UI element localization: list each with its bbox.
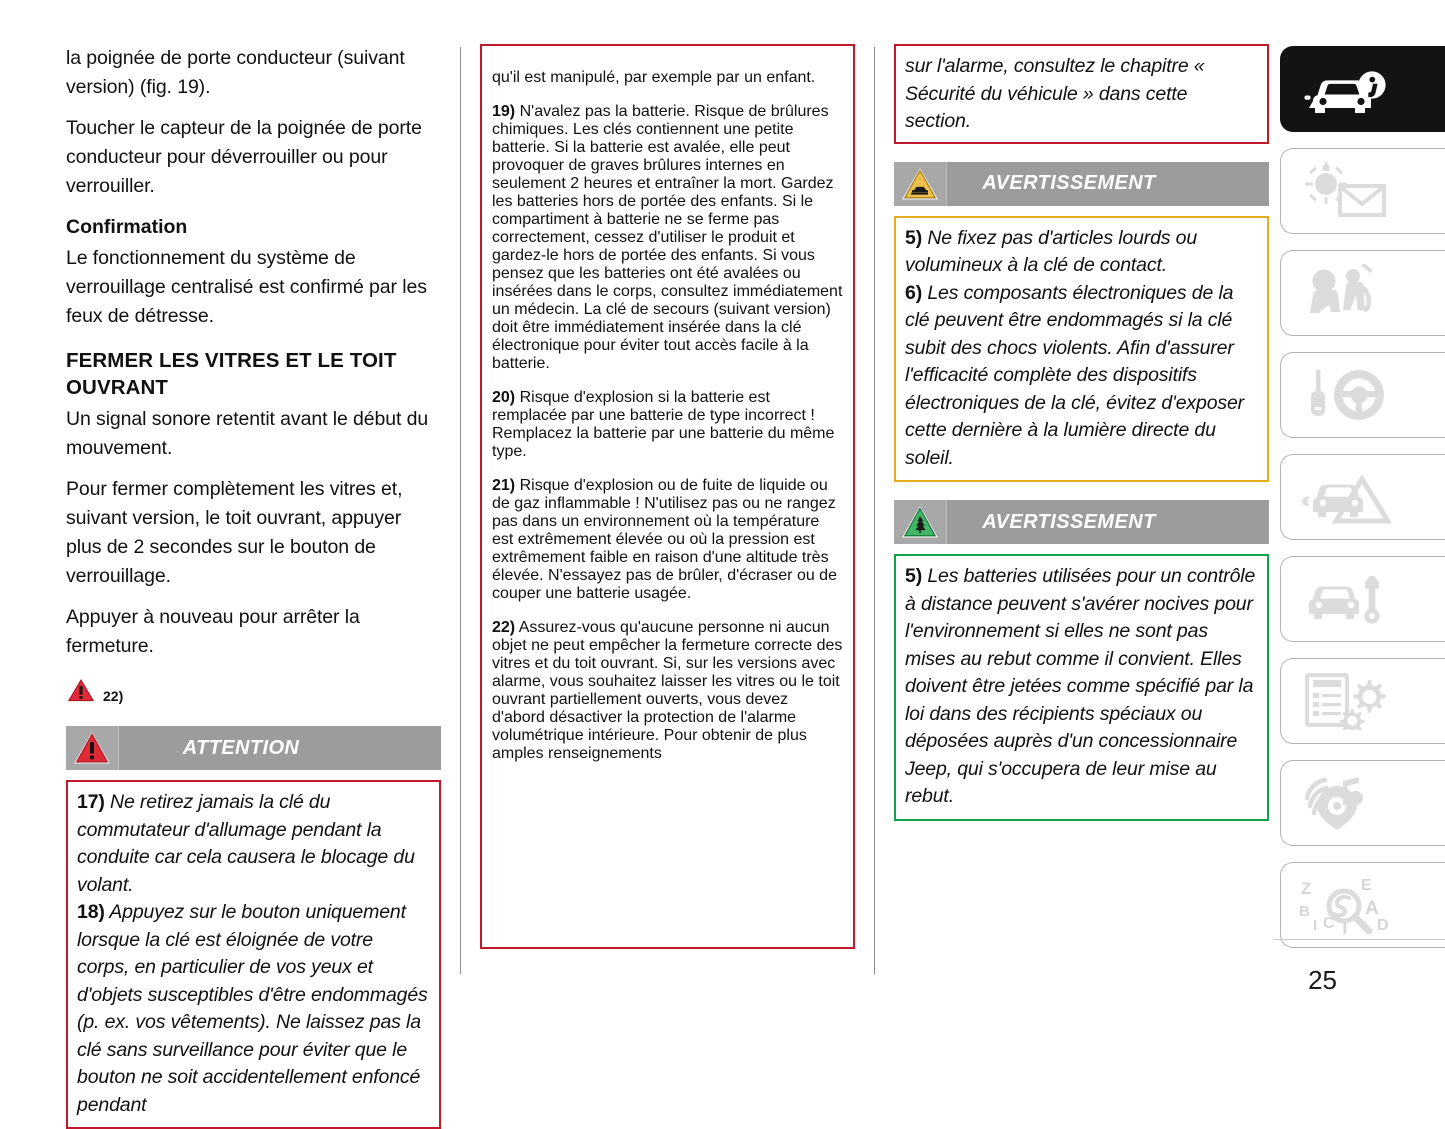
red-warning-triangle-icon: [66, 677, 96, 708]
column-3: [894, 44, 1269, 974]
sidebar-tab-specifications[interactable]: [1280, 658, 1445, 744]
sidebar-tab-emergency[interactable]: [1280, 454, 1445, 540]
multimedia-radio-icon: [1299, 774, 1391, 832]
note-item: [492, 389, 844, 461]
attention-title: ATTENTION: [182, 736, 300, 759]
note-item: [905, 280, 1258, 473]
note-number: 19): [492, 103, 516, 120]
note-item: [492, 619, 844, 763]
note-item: [492, 103, 844, 373]
svg-text:E: E: [1361, 877, 1372, 894]
note-text: Les composants électroniques de la clé peuvent être endommagés si la clé subit des chocs violents. Afin d'assurer l'efficacité complète des dispositifs électroniques de la clé, évitez d'exposer cette dernière à la lumière directe du soleil.: [905, 281, 1245, 469]
page-columns: [66, 44, 1270, 1116]
reference-marker: [66, 677, 441, 708]
avertissement-note-box-green: [894, 554, 1269, 821]
sidebar-tab-service[interactable]: [1280, 556, 1445, 642]
green-environment-tree-triangle-icon: [894, 500, 947, 544]
column-separator: [855, 44, 894, 974]
note-number: 6): [905, 281, 923, 304]
note-text: Appuyez sur le bouton uniquement lorsque la clé est éloignée de votre corps, en particulier de vos yeux et d'objets susceptibles d'être endommagés (p. ex. vos vêtements). Ne laissez pas la clé sans surveillance pour éviter que le bouton ne soit accidentellement enfoncé pendant: [77, 901, 428, 1116]
column-1: [66, 44, 441, 1116]
svg-text:C: C: [1323, 915, 1335, 932]
svg-text:I: I: [1313, 917, 1318, 934]
sidebar-tab-starting-driving[interactable]: [1280, 352, 1445, 438]
paragraph: la poignée de porte conducteur (suivant version) (fig. 19).: [66, 47, 405, 98]
footer-divider: [1273, 939, 1445, 940]
amber-car-damage-triangle-icon: [894, 162, 947, 206]
emergency-hazard-icon: [1299, 468, 1391, 526]
svg-text:D: D: [1377, 917, 1389, 934]
svg-text:Z: Z: [1301, 879, 1312, 898]
airbag-safety-icon: [1299, 264, 1391, 322]
red-warning-triangle-icon: [66, 726, 119, 770]
note-text: Ne fixez pas d'articles lourds ou volumineux à la clé de contact.: [905, 226, 1198, 276]
car-wrench-service-icon: [1299, 572, 1391, 626]
paragraph: Appuyer à nouveau pour arrêter la fermeture.: [66, 606, 360, 657]
note-text: Ne retirez jamais la clé du commutateur d'allumage pendant la conduite car cela causera le blocage du volant.: [77, 791, 415, 896]
column-2: [480, 44, 855, 974]
note-text: Les batteries utilisées pour un contrôle à distance peuvent s'avérer nocives pour l'environnement si elles ne sont pas mises au rebut comme il convient. Elles doivent être jetées comme spécifié par la loi dans des récipients spéciaux ou déposées auprès d'un concessionnaire Jeep, qui s'occupera de leur mise au rebut.: [905, 565, 1256, 807]
note-text: Assurez-vous qu'aucune personne ni aucun objet ne peut empêcher la fermeture correcte des vitres et du toit ouvrant. Si, sur les versions avec alarme, vous souhaitez laisser les vitres ou le toit ouvrant partiellement ouverts, vous devez d'abord désactiver la protection de l'alarme volumétrique intérieure. Pour obtenir de plus amples renseignements: [492, 619, 843, 762]
paragraph: Un signal sonore retentit avant le début du mouvement.: [66, 408, 429, 459]
subheading-confirmation: Confirmation: [66, 216, 188, 238]
index-magnifier-icon: [1299, 876, 1403, 934]
avertissement-header-bar-amber: [894, 162, 1269, 206]
key-steering-wheel-icon: [1299, 366, 1391, 424]
note-number: 5): [905, 565, 923, 587]
section-heading: FERMER LES VITRES ET LE TOIT OUVRANT: [66, 349, 397, 399]
sidebar-tab-dashboard[interactable]: [1280, 148, 1445, 234]
note-item: [77, 899, 430, 1119]
sidebar-tab-index[interactable]: [1280, 862, 1445, 948]
note-text: Risque d'explosion ou de fuite de liquide ou de gaz inflammable ! N'utilisez pas ou ne rangez pas dans un environnement où la température est extrêmement élevée ou où la pression est extrêmement faible en raison d'une altitude très élevée. N'essayez pas de brûler, d'écraser ou de couper une batterie usagée.: [492, 477, 837, 602]
svg-text:T: T: [1339, 918, 1351, 934]
avertissement-title: AVERTISSEMENT: [982, 510, 1156, 533]
note-item: [492, 477, 844, 603]
paragraph: Le fonctionnement du système de verrouillage centralisé est confirmé par les feux de détresse.: [66, 247, 427, 327]
note-item: [77, 789, 430, 899]
attention-note-box: [66, 780, 441, 1129]
section-tabs-sidebar: [1280, 46, 1445, 948]
sidebar-tab-multimedia[interactable]: [1280, 760, 1445, 846]
note-number: 21): [492, 477, 516, 494]
avertissement-header-bar-green: [894, 500, 1269, 544]
note-continuation: qu'il est manipulé, par exemple par un enfant.: [492, 69, 816, 86]
note-item: [905, 563, 1258, 811]
reference-number: 22): [103, 687, 124, 704]
avertissement-title: AVERTISSEMENT: [982, 172, 1156, 194]
avertissement-note-box-amber: [894, 216, 1269, 483]
sidebar-tab-safety[interactable]: [1280, 250, 1445, 336]
attention-note-box-continued: [480, 44, 855, 949]
dashboard-lights-mail-icon: [1299, 161, 1391, 221]
attention-note-box-tail: [894, 44, 1269, 144]
note-item: [905, 225, 1258, 280]
specifications-gears-icon: [1299, 672, 1391, 730]
note-continuation: sur l'alarme, consultez le chapitre « Sécurité du véhicule » dans cette section.: [905, 55, 1205, 132]
car-info-icon: [1299, 61, 1391, 117]
note-number: 20): [492, 389, 516, 406]
sidebar-tab-car-info[interactable]: [1280, 46, 1445, 132]
note-number: 22): [492, 619, 516, 636]
note-number: 18): [77, 901, 105, 923]
paragraph: Toucher le capteur de la poignée de porte conducteur pour déverrouiller ou pour verrouiller.: [66, 117, 422, 197]
note-text: Risque d'explosion si la batterie est remplacée par une batterie de type incorrect ! Remplacez la batterie par une batterie du même type.: [492, 389, 835, 460]
note-text: N'avalez pas la batterie. Risque de brûlures chimiques. Les clés contiennent une petite batterie. Si la batterie est avalée, elle peut provoquer de graves brûlures internes en seulement 2 heures et entraîner la mort. Gardez les batteries hors de portée des enfants. Si le compartiment à batterie ne se ferme pas correctement, cessez d'utiliser le produit et gardez-le hors de portée des enfants. Si vous pensez que les batteries ont été avalées ou insérées dans le corps, consultez immédiatement un médecin. La clé de secours (suivant version) doit être immédiatement insérée dans la clé électronique pour éviter tout accès facile à la batterie.: [492, 103, 843, 372]
note-number: 17): [77, 791, 105, 813]
note-number: 5): [905, 226, 923, 249]
page-number: 25: [1308, 965, 1337, 995]
paragraph: Pour fermer complètement les vitres et, suivant version, le toit ouvrant, appuyer plus de 2 secondes sur le bouton de verrouillage.: [66, 478, 403, 587]
svg-text:A: A: [1365, 898, 1379, 919]
column-separator: [441, 44, 480, 974]
svg-text:B: B: [1299, 903, 1310, 920]
attention-header-bar: [66, 726, 441, 770]
